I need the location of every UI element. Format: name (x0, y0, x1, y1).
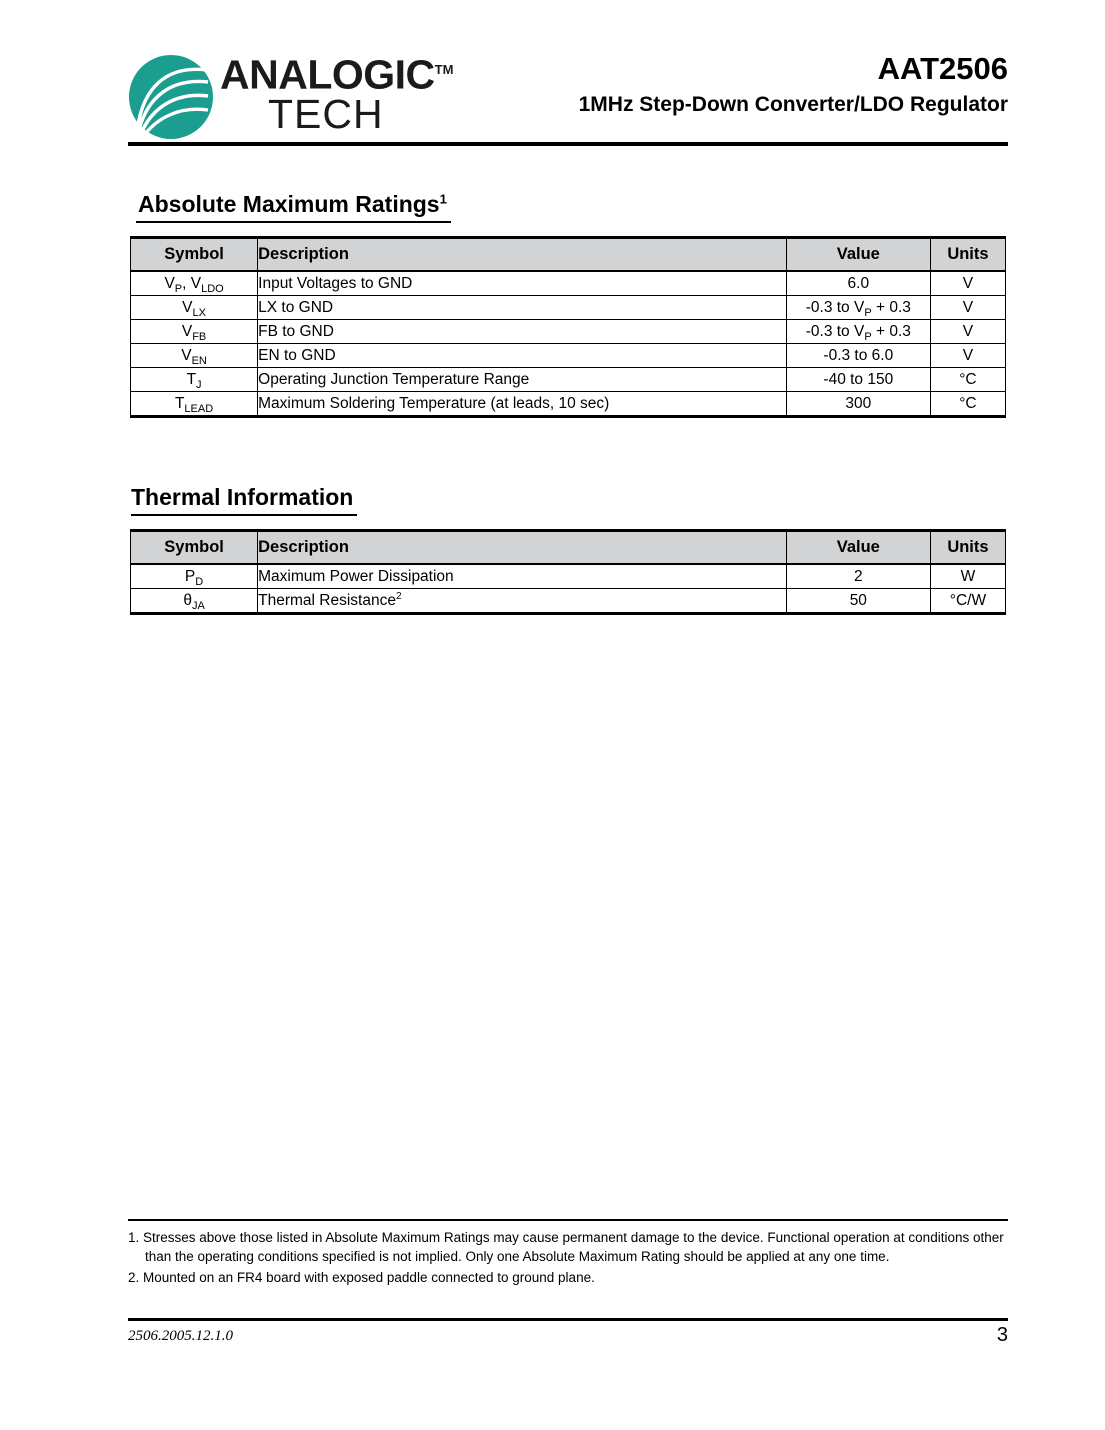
table-row (131, 296, 1006, 320)
cell-symbol: $V_{FB}$ (131, 320, 258, 344)
cell-units: V (930, 271, 1005, 296)
cell-description: EN to GND (258, 344, 787, 368)
cell-description: FB to GND (258, 320, 787, 344)
absolute-maximum-ratings-table (130, 236, 1006, 418)
page-footer (128, 1324, 1008, 1354)
footnote-divider (128, 1219, 1008, 1221)
part-number: AAT2506 (877, 51, 1008, 86)
footer-divider (128, 1318, 1008, 1321)
cell-units: V (930, 320, 1005, 344)
cell-description: LX to GND (258, 296, 787, 320)
logo-trademark-symbol: TM (434, 62, 454, 77)
thermal-table-body (131, 564, 1006, 614)
cell-symbol: $T_{LEAD}$ (131, 392, 258, 417)
cell-description: Thermal Resistance$^2$ (258, 589, 787, 614)
column-header-value: Value (786, 238, 930, 272)
amr-table-body (131, 271, 1006, 417)
cell-symbol: $V_{EN}$ (131, 344, 258, 368)
cell-symbol: $T_J$ (131, 368, 258, 392)
table-row (131, 564, 1006, 589)
cell-description: Operating Junction Temperature Range (258, 368, 787, 392)
cell-units: V (930, 296, 1005, 320)
cell-symbol: $V_P$, $V_{LDO}$ (131, 271, 258, 296)
column-header-symbol: Symbol (131, 531, 258, 565)
table-row (131, 392, 1006, 417)
part-subtitle: 1MHz Step-Down Converter/LDO Regulator (578, 93, 1008, 116)
cell-symbol: $V_{LX}$ (131, 296, 258, 320)
footnote-2: 2. Mounted on an FR4 board with exposed paddle connected to ground plane. (128, 1270, 595, 1285)
column-header-units: Units (930, 531, 1005, 565)
section-title-thermal-information: Thermal Information (131, 484, 357, 516)
column-header-description: Description (258, 531, 787, 565)
footnote-1: 1. Stresses above those listed in Absolute Maximum Ratings may cause permanent damage to the device. Functional operation at conditions other than the operating conditions specified is not implied. Only one Absolute Maximum Rating should be applied at any one time. (128, 1230, 1004, 1264)
cell-units: °C (930, 392, 1005, 417)
header-title-block (368, 50, 1008, 119)
cell-units: °C (930, 368, 1005, 392)
cell-description: Maximum Soldering Temperature (at leads, 10 sec) (258, 392, 787, 417)
cell-value: -0.3 to $V_P + 0.3$ (786, 320, 930, 344)
table-row (131, 368, 1006, 392)
page-number: 3 (996, 1324, 1008, 1346)
table-header-row (131, 531, 1006, 565)
cell-symbol: $P_D$ (131, 564, 258, 589)
analogic-tech-logo-icon (128, 54, 214, 140)
section-title-footnote-marker: 1 (439, 191, 447, 207)
column-header-symbol: Symbol (131, 238, 258, 272)
table-row (131, 344, 1006, 368)
cell-value: -40 to 150 (786, 368, 930, 392)
table-header-row (131, 238, 1006, 272)
section-title-absolute-maximum-ratings: Absolute Maximum Ratings$^1$ (136, 191, 451, 223)
page-header (128, 44, 1008, 144)
cell-units: W (930, 564, 1005, 589)
footnotes-block (128, 1228, 1008, 1289)
cell-description: Maximum Power Dissipation (258, 564, 787, 589)
table-row (131, 271, 1006, 296)
thermal-information-table (130, 529, 1006, 615)
cell-value: -0.3 to 6.0 (786, 344, 930, 368)
cell-value: 6.0 (786, 271, 930, 296)
table-row (131, 320, 1006, 344)
column-header-description: Description (258, 238, 787, 272)
cell-units: °C/W (930, 589, 1005, 614)
logo-analogic-text: ANALOGIC™ (220, 51, 454, 98)
cell-value: -0.3 to $V_P + 0.3$ (786, 296, 930, 320)
cell-value: 300 (786, 392, 930, 417)
table-header (131, 238, 1006, 272)
cell-units: V (930, 344, 1005, 368)
header-divider (128, 142, 1008, 146)
cell-symbol: $\theta_{JA}$ (131, 589, 258, 614)
cell-value: 2 (786, 564, 930, 589)
logo-tech-text: TECH (268, 90, 384, 137)
column-header-value: Value (786, 531, 930, 565)
column-header-units: Units (930, 238, 1005, 272)
table-row (131, 589, 1006, 614)
cell-value: 50 (786, 589, 930, 614)
table-header (131, 531, 1006, 565)
document-id: 2506.2005.12.1.0 (128, 1328, 233, 1344)
cell-description: Input Voltages to GND (258, 271, 787, 296)
